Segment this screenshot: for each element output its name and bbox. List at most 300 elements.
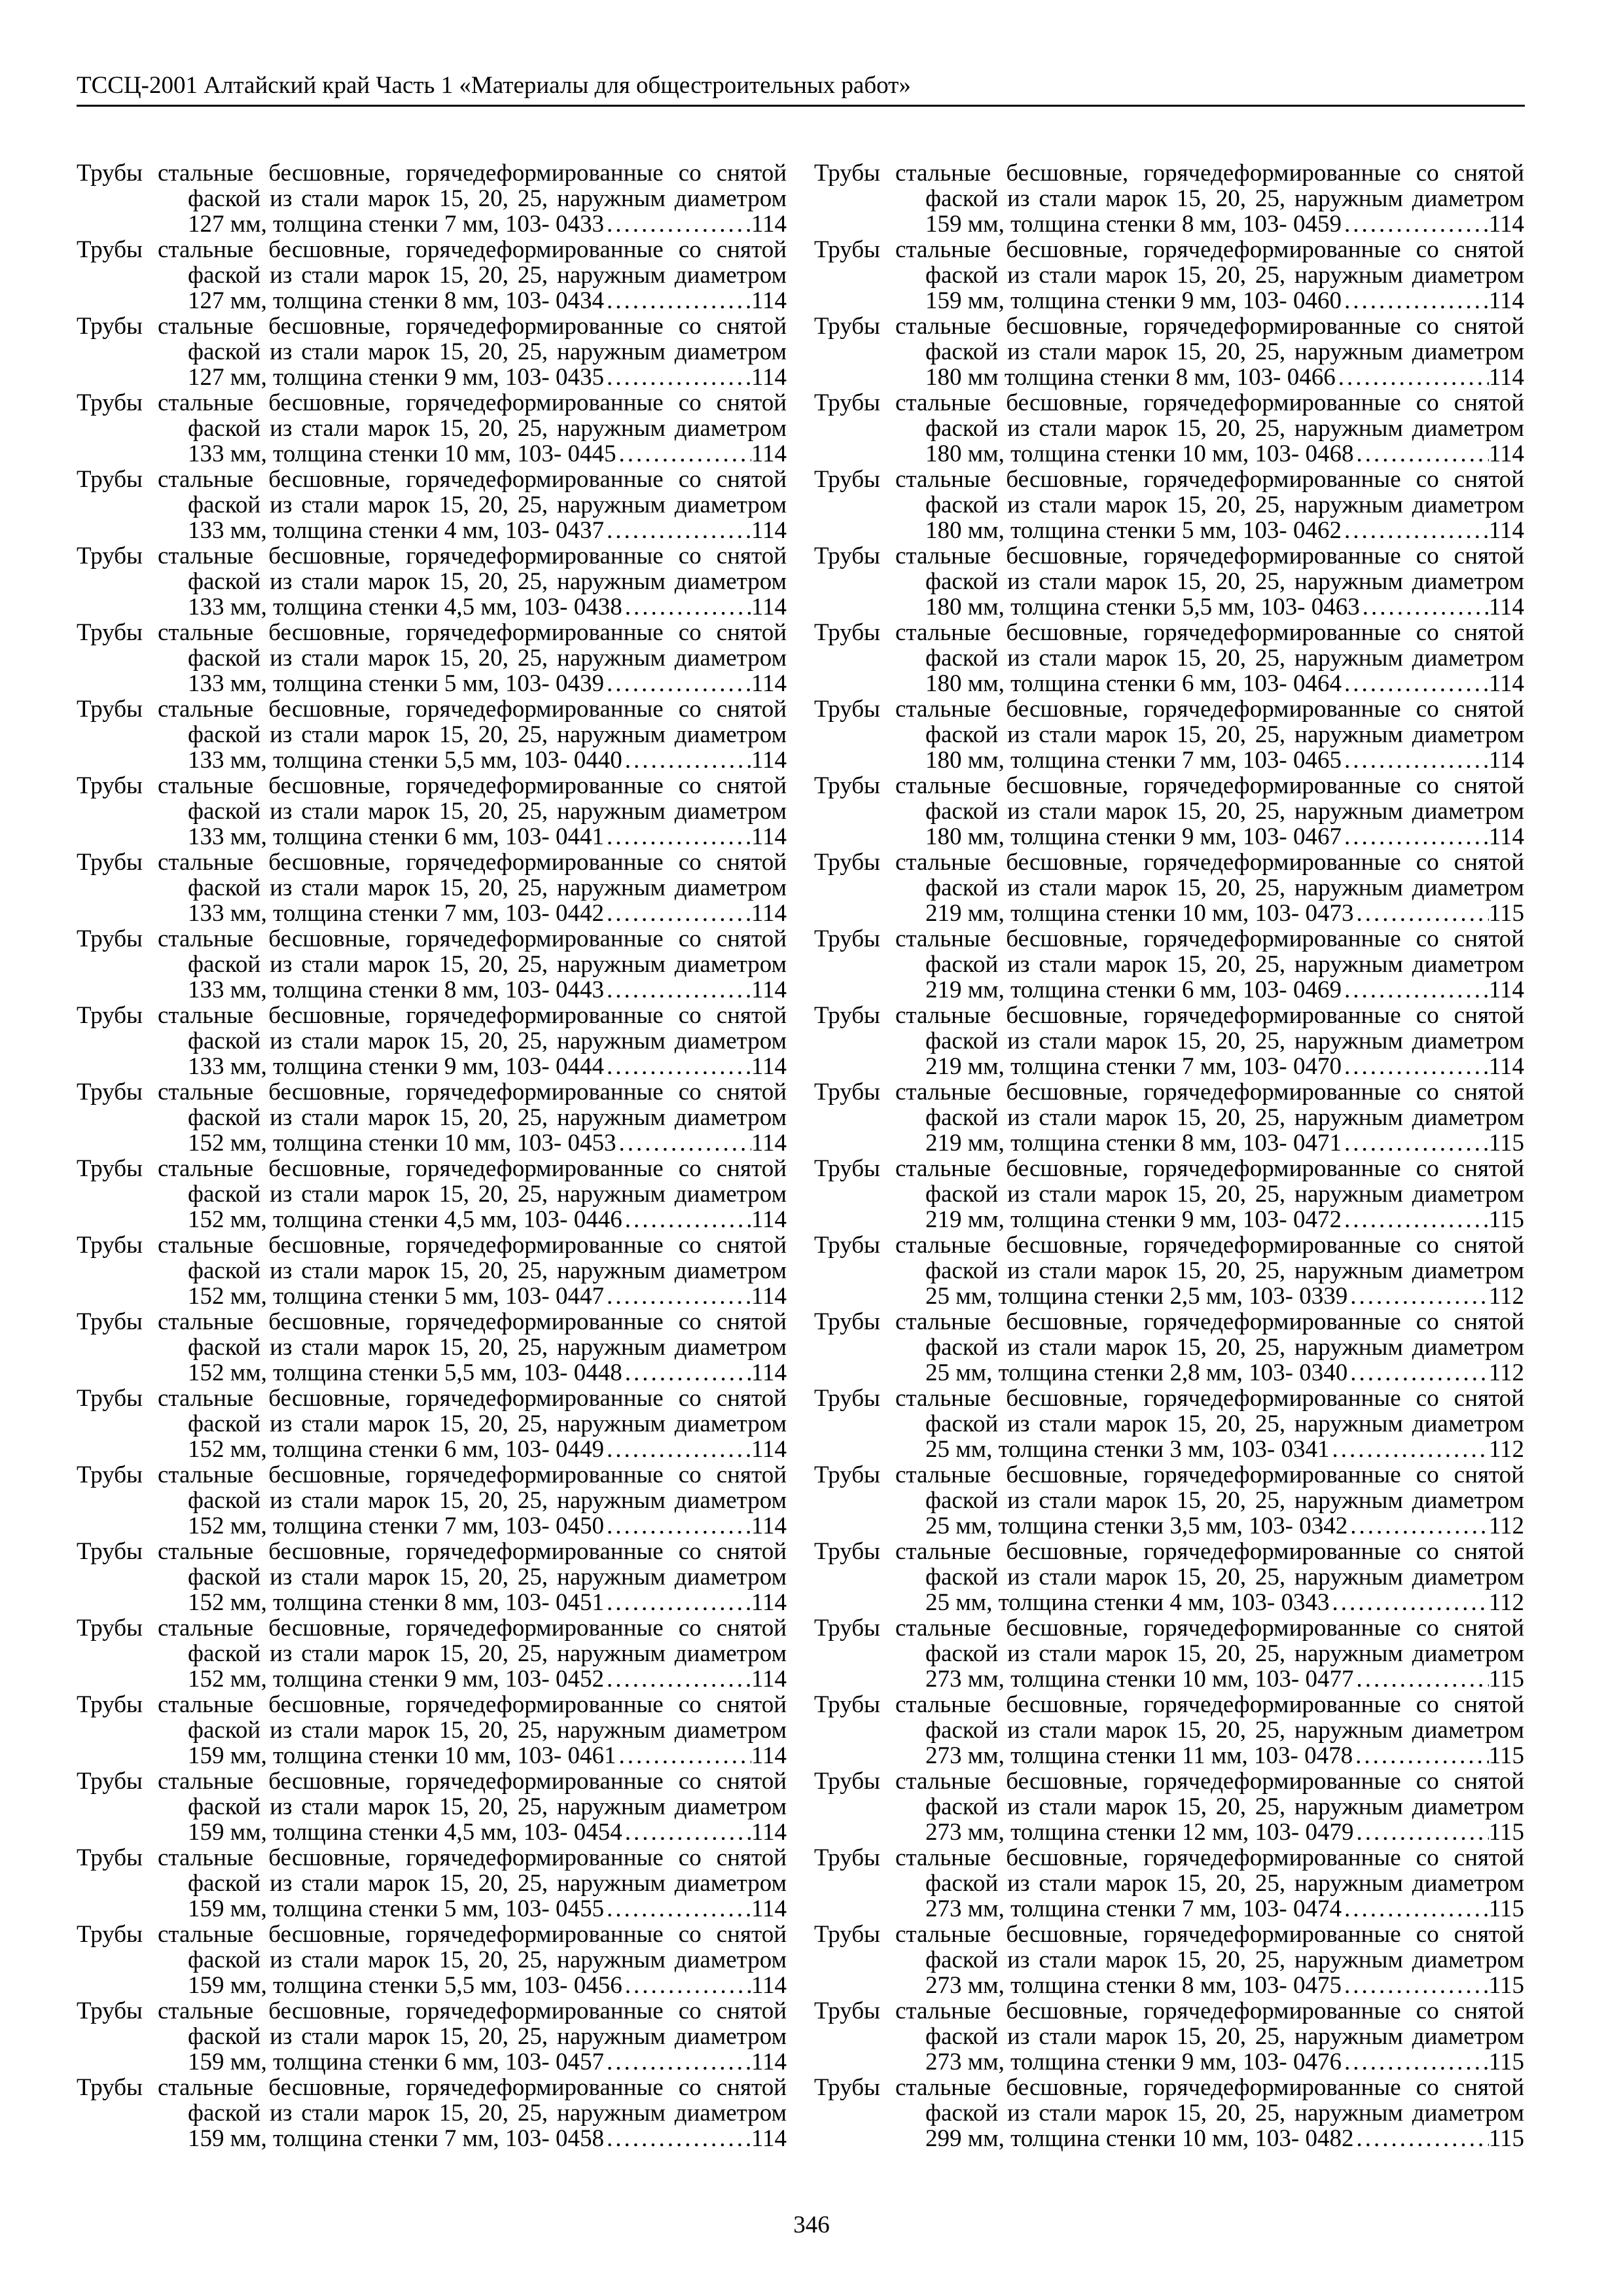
entry-detail: 133 мм, толщина стенки 6 мм, 103- 0441 (188, 823, 604, 850)
entry-line-1: Трубы стальные бесшовные, горячедеформированные со снятой (77, 1691, 787, 1718)
entry-line-3 (814, 747, 1524, 773)
entry-line-3 (814, 1437, 1524, 1462)
index-entry (77, 1845, 787, 1922)
dot-leader (1330, 1590, 1489, 1615)
entry-line-1: Трубы стальные бесшовные, горячедеформированные со снятой (814, 849, 1524, 876)
entry-page-ref: 114 (1488, 517, 1524, 544)
entry-detail: 159 мм, толщина стенки 5 мм, 103- 0455 (188, 1895, 604, 1922)
entry-line-2: фаской из стали марок 15, 20, 25, наружным диаметром (188, 1870, 787, 1897)
entry-page-ref: 115 (1488, 900, 1524, 927)
index-entry (77, 1156, 787, 1232)
entry-line-2: фаской из стали марок 15, 20, 25, наружным диаметром (925, 1946, 1524, 1973)
dot-leader (604, 518, 751, 543)
dot-leader (604, 1896, 751, 1922)
entry-line-2: фаской из стали марок 15, 20, 25, наружным диаметром (188, 874, 787, 901)
entry-line-2: фаской из стали марок 15, 20, 25, наружным диаметром (188, 262, 787, 289)
entry-line-2: фаской из стали марок 15, 20, 25, наружным диаметром (925, 2100, 1524, 2126)
entry-line-1: Трубы стальные бесшовные, горячедеформированные со снятой (77, 1998, 787, 2024)
entry-line-2: фаской из стали марок 15, 20, 25, наружным диаметром (188, 568, 787, 595)
entry-detail: 152 мм, толщина стенки 8 мм, 103- 0451 (188, 1589, 604, 1616)
entry-line-3 (814, 1973, 1524, 1998)
entry-detail: 133 мм, толщина стенки 5 мм, 103- 0439 (188, 670, 604, 697)
entry-line-2: фаской из стали марок 15, 20, 25, наружным диаметром (188, 1717, 787, 1744)
index-entry (77, 773, 787, 850)
entry-detail: 152 мм, толщина стенки 5 мм, 103- 0447 (188, 1283, 604, 1310)
entry-page-ref: 114 (1488, 594, 1524, 620)
entry-line-3 (77, 2049, 787, 2075)
entry-page-ref: 114 (751, 823, 787, 850)
dot-leader (604, 2126, 751, 2151)
dot-leader (1354, 901, 1489, 926)
dot-leader (1354, 1820, 1489, 1845)
index-entry (77, 1539, 787, 1615)
entry-page-ref: 115 (1488, 1206, 1524, 1233)
entry-line-2: фаской из стали марок 15, 20, 25, наружным диаметром (925, 645, 1524, 672)
entry-detail: 180 мм, толщина стенки 5,5 мм, 103- 0463 (925, 594, 1360, 620)
entry-line-3 (814, 1666, 1524, 1692)
entry-line-1: Трубы стальные бесшовные, горячедеформированные со снятой (814, 619, 1524, 646)
dot-leader (1342, 671, 1489, 696)
entry-line-1: Трубы стальные бесшовные, горячедеформированные со снятой (77, 619, 787, 646)
entry-line-2: фаской из стали марок 15, 20, 25, наружным диаметром (925, 1793, 1524, 1820)
entry-line-3 (77, 1666, 787, 1692)
entry-page-ref: 114 (751, 364, 787, 391)
entry-line-2: фаской из стали марок 15, 20, 25, наружным диаметром (925, 951, 1524, 978)
dot-leader (604, 1437, 751, 1462)
entry-line-3 (77, 1973, 787, 1998)
entry-line-1: Трубы стальные бесшовные, горячедеформированные со снятой (77, 313, 787, 340)
entry-line-2: фаской из стали марок 15, 20, 25, наружным диаметром (188, 1410, 787, 1437)
entry-page-ref: 114 (751, 1742, 787, 1769)
entry-page-ref: 115 (1488, 1972, 1524, 1999)
entry-line-2: фаской из стали марок 15, 20, 25, наружным диаметром (188, 645, 787, 672)
entry-line-2: фаской из стали марок 15, 20, 25, наружным диаметром (188, 1946, 787, 1973)
dot-leader (1342, 211, 1489, 237)
entry-line-1: Трубы стальные бесшовные, горячедеформированные со снятой (814, 1615, 1524, 1641)
index-entry (77, 926, 787, 1003)
entry-page-ref: 114 (1488, 364, 1524, 391)
entry-page-ref: 114 (751, 1895, 787, 1922)
entry-page-ref: 114 (1488, 823, 1524, 850)
entry-line-2: фаской из стали марок 15, 20, 25, наружным диаметром (925, 1487, 1524, 1514)
entry-line-1: Трубы стальные бесшовные, горячедеформированные со снятой (814, 1308, 1524, 1335)
entry-line-3 (814, 1054, 1524, 1079)
entry-line-2: фаской из стали марок 15, 20, 25, наружным диаметром (925, 2023, 1524, 2050)
entry-line-1: Трубы стальные бесшовные, горячедеформированные со снятой (77, 466, 787, 493)
index-entry (814, 1768, 1524, 1845)
index-entry (77, 314, 787, 390)
index-entry (814, 1615, 1524, 1692)
page-number: 346 (793, 2212, 830, 2238)
entry-detail: 159 мм, толщина стенки 5,5 мм, 103- 0456 (188, 1972, 622, 1999)
entry-page-ref: 114 (751, 440, 787, 467)
entry-line-3 (77, 1820, 787, 1845)
dot-leader (622, 1207, 751, 1232)
entry-detail: 25 мм, толщина стенки 3,5 мм, 103- 0342 (925, 1513, 1348, 1539)
entry-line-2: фаской из стали марок 15, 20, 25, наружным диаметром (188, 721, 787, 748)
dot-leader (1354, 441, 1489, 467)
entry-line-1: Трубы стальные бесшовные, горячедеформированные со снятой (814, 160, 1524, 187)
index-entry (77, 850, 787, 926)
entry-detail: 159 мм, толщина стенки 10 мм, 103- 0461 (188, 1742, 616, 1769)
index-entry (814, 1998, 1524, 2075)
entry-page-ref: 114 (751, 2049, 787, 2075)
index-entry (814, 1462, 1524, 1539)
entry-detail: 299 мм, толщина стенки 10 мм, 103- 0482 (925, 2125, 1354, 2152)
entry-line-3 (814, 1590, 1524, 1615)
entry-page-ref: 114 (751, 747, 787, 774)
entry-line-2: фаской из стали марок 15, 20, 25, наружным диаметром (188, 798, 787, 825)
entry-line-1: Трубы стальные бесшовные, горячедеформированные со снятой (77, 1308, 787, 1335)
entry-page-ref: 114 (1488, 211, 1524, 238)
entry-detail: 152 мм, толщина стенки 5,5 мм, 103- 0448 (188, 1359, 622, 1386)
page-header: ТССЦ-2001 Алтайский край Часть 1 «Материалы для общестроительных работ» (77, 71, 1525, 107)
entry-line-1: Трубы стальные бесшовные, горячедеформированные со снятой (814, 466, 1524, 493)
entry-page-ref: 115 (1488, 1895, 1524, 1922)
entry-line-1: Трубы стальные бесшовные, горячедеформированные со снятой (77, 1462, 787, 1488)
entry-detail: 273 мм, толщина стенки 10 мм, 103- 0477 (925, 1666, 1354, 1693)
dot-leader (1360, 594, 1489, 620)
entry-detail: 219 мм, толщина стенки 7 мм, 103- 0470 (925, 1053, 1342, 1080)
entry-detail: 152 мм, толщина стенки 10 мм, 103- 0453 (188, 1130, 616, 1157)
index-entry (77, 696, 787, 773)
entry-line-2: фаской из стали марок 15, 20, 25, наружным диаметром (925, 1640, 1524, 1667)
entry-line-2: фаской из стали марок 15, 20, 25, наружным диаметром (925, 1104, 1524, 1131)
dot-leader (616, 1743, 751, 1768)
entry-line-2: фаской из стали марок 15, 20, 25, наружным диаметром (925, 1717, 1524, 1744)
entry-line-3 (77, 2126, 787, 2151)
entry-detail: 133 мм, толщина стенки 8 мм, 103- 0443 (188, 977, 604, 1003)
entry-line-3 (814, 2049, 1524, 2075)
index-entry (77, 1768, 787, 1845)
entry-detail: 133 мм, толщина стенки 7 мм, 103- 0442 (188, 900, 604, 927)
dot-leader (1342, 288, 1489, 314)
entry-page-ref: 115 (1488, 1819, 1524, 1846)
entry-line-3 (77, 1360, 787, 1386)
entry-page-ref: 114 (751, 594, 787, 620)
entry-line-3 (814, 977, 1524, 1003)
entry-line-3 (77, 365, 787, 390)
dot-leader (622, 1820, 751, 1845)
entry-line-1: Трубы стальные бесшовные, горячедеформированные со снятой (814, 772, 1524, 799)
index-entry (814, 543, 1524, 620)
entry-line-1: Трубы стальные бесшовные, горячедеформированные со снятой (814, 1385, 1524, 1412)
entry-line-1: Трубы стальные бесшовные, горячедеформированные со снятой (77, 160, 787, 187)
dot-leader (622, 747, 751, 773)
index-column-left (77, 160, 787, 2151)
entry-page-ref: 114 (751, 287, 787, 314)
entry-line-3 (814, 824, 1524, 850)
entry-line-1: Трубы стальные бесшовные, горячедеформированные со снятой (77, 1155, 787, 1182)
entry-detail: 152 мм, толщина стенки 7 мм, 103- 0450 (188, 1513, 604, 1539)
entry-page-ref: 114 (751, 1819, 787, 1846)
dot-leader (1354, 2126, 1489, 2151)
entry-detail: 159 мм, толщина стенки 8 мм, 103- 0459 (925, 211, 1342, 238)
index-entry (814, 850, 1524, 926)
index-entry (77, 543, 787, 620)
entry-line-2: фаской из стали марок 15, 20, 25, наружным диаметром (925, 1410, 1524, 1437)
entry-page-ref: 114 (751, 670, 787, 697)
entry-line-2: фаской из стали марок 15, 20, 25, наружным диаметром (188, 1257, 787, 1284)
entry-line-2: фаской из стали марок 15, 20, 25, наружным диаметром (188, 415, 787, 442)
entry-page-ref: 115 (1488, 1130, 1524, 1157)
index-entry (814, 1386, 1524, 1462)
entry-page-ref: 114 (751, 900, 787, 927)
entry-line-2: фаской из стали марок 15, 20, 25, наружным диаметром (188, 1793, 787, 1820)
entry-line-3 (77, 824, 787, 850)
dot-leader (1354, 1666, 1489, 1692)
entry-line-3 (77, 1283, 787, 1309)
entry-line-3 (77, 1437, 787, 1462)
entry-line-2: фаской из стали марок 15, 20, 25, наружным диаметром (925, 798, 1524, 825)
entry-detail: 273 мм, толщина стенки 11 мм, 103- 0478 (925, 1742, 1353, 1769)
dot-leader (604, 1513, 751, 1539)
entry-line-3 (77, 1513, 787, 1539)
entry-page-ref: 114 (751, 1359, 787, 1386)
index-entry (814, 2075, 1524, 2151)
dot-leader (622, 1360, 751, 1386)
entry-detail: 25 мм, толщина стенки 2,8 мм, 103- 0340 (925, 1359, 1348, 1386)
entry-line-1: Трубы стальные бесшовные, горячедеформированные со снятой (814, 696, 1524, 723)
entry-line-1: Трубы стальные бесшовные, горячедеформированные со снятой (814, 313, 1524, 340)
index-entry (77, 1692, 787, 1768)
entry-line-3 (814, 288, 1524, 314)
entry-line-2: фаской из стали марок 15, 20, 25, наружным диаметром (925, 721, 1524, 748)
entry-page-ref: 114 (1488, 440, 1524, 467)
entry-detail: 180 мм, толщина стенки 7 мм, 103- 0465 (925, 747, 1342, 774)
dot-leader (1336, 365, 1489, 390)
entry-line-3 (77, 977, 787, 1003)
entry-line-3 (814, 1743, 1524, 1768)
dot-leader (604, 671, 751, 696)
dot-leader (622, 594, 751, 620)
dot-leader (1342, 977, 1489, 1003)
entry-page-ref: 112 (1488, 1359, 1524, 1386)
entry-line-2: фаской из стали марок 15, 20, 25, наружным диаметром (188, 1564, 787, 1590)
entry-line-1: Трубы стальные бесшовные, горячедеформированные со снятой (814, 2074, 1524, 2101)
entry-detail: 180 мм толщина стенки 8 мм, 103- 0466 (925, 364, 1336, 391)
entry-detail: 127 мм, толщина стенки 7 мм, 103- 0433 (188, 211, 604, 238)
entry-line-2: фаской из стали марок 15, 20, 25, наружным диаметром (925, 874, 1524, 901)
dot-leader (604, 977, 751, 1003)
dot-leader (1342, 1896, 1489, 1922)
entry-detail: 25 мм, толщина стенки 4 мм, 103- 0343 (925, 1589, 1330, 1616)
entry-detail: 133 мм, толщина стенки 5,5 мм, 103- 0440 (188, 747, 622, 774)
entry-detail: 127 мм, толщина стенки 9 мм, 103- 0435 (188, 364, 604, 391)
entry-line-3 (77, 901, 787, 926)
index-entry (814, 696, 1524, 773)
index-entry (77, 1309, 787, 1386)
entry-line-3 (77, 441, 787, 467)
index-entry (814, 1845, 1524, 1922)
index-entry (77, 1386, 787, 1462)
entry-detail: 159 мм, толщина стенки 7 мм, 103- 0458 (188, 2125, 604, 2152)
entry-detail: 133 мм, толщина стенки 4 мм, 103- 0437 (188, 517, 604, 544)
entry-line-1: Трубы стальные бесшовные, горячедеформированные со снятой (814, 1462, 1524, 1488)
entry-line-1: Трубы стальные бесшовные, горячедеформированные со снятой (77, 1538, 787, 1565)
entry-line-3 (814, 518, 1524, 543)
entry-line-2: фаской из стали марок 15, 20, 25, наружным диаметром (188, 1028, 787, 1054)
dot-leader (604, 1283, 751, 1309)
dot-leader (1347, 1360, 1489, 1386)
entry-line-2: фаской из стали марок 15, 20, 25, наружным диаметром (925, 415, 1524, 442)
entry-page-ref: 114 (751, 1666, 787, 1693)
entry-line-1: Трубы стальные бесшовные, горячедеформированные со снятой (814, 925, 1524, 952)
dot-leader (1330, 1437, 1489, 1462)
entry-line-1: Трубы стальные бесшовные, горячедеформированные со снятой (77, 1768, 787, 1795)
entry-line-1: Трубы стальные бесшовные, горячедеформированные со снятой (77, 925, 787, 952)
index-entry (814, 1079, 1524, 1156)
entry-line-2: фаской из стали марок 15, 20, 25, наружным диаметром (188, 1181, 787, 1208)
entry-line-1: Трубы стальные бесшовные, горячедеформированные со снятой (814, 1538, 1524, 1565)
dot-leader (604, 1054, 751, 1079)
entry-detail: 219 мм, толщина стенки 9 мм, 103- 0472 (925, 1206, 1342, 1233)
entry-line-3 (77, 518, 787, 543)
entry-line-1: Трубы стальные бесшовные, горячедеформированные со снятой (77, 236, 787, 263)
entry-line-1: Трубы стальные бесшовные, горячедеформированные со снятой (77, 1079, 787, 1105)
entry-line-1: Трубы стальные бесшовные, горячедеформированные со снятой (814, 1155, 1524, 1182)
index-entry (77, 1003, 787, 1079)
entry-detail: 133 мм, толщина стенки 10 мм, 103- 0445 (188, 440, 616, 467)
entry-line-3 (77, 1054, 787, 1079)
entry-page-ref: 115 (1488, 1666, 1524, 1693)
entry-line-1: Трубы стальные бесшовные, горячедеформированные со снятой (814, 1998, 1524, 2024)
entry-detail: 180 мм, толщина стенки 5 мм, 103- 0462 (925, 517, 1342, 544)
index-column-right (814, 160, 1524, 2151)
entry-line-2: фаской из стали марок 15, 20, 25, наружным диаметром (188, 338, 787, 365)
entry-line-3 (814, 901, 1524, 926)
entry-line-3 (814, 2126, 1524, 2151)
index-entry (77, 2075, 787, 2151)
entry-line-1: Трубы стальные бесшовные, горячедеформированные со снятой (814, 1768, 1524, 1795)
entry-page-ref: 114 (751, 517, 787, 544)
entry-line-2: фаской из стали марок 15, 20, 25, наружным диаметром (188, 492, 787, 518)
entry-detail: 219 мм, толщина стенки 6 мм, 103- 0469 (925, 977, 1342, 1003)
dot-leader (1342, 824, 1489, 850)
entry-line-3 (814, 1283, 1524, 1309)
index-entry (77, 1462, 787, 1539)
entry-line-2: фаской из стали марок 15, 20, 25, наружным диаметром (925, 185, 1524, 212)
entry-page-ref: 114 (751, 1589, 787, 1616)
dot-leader (1342, 1130, 1489, 1156)
entry-line-3 (814, 365, 1524, 390)
entry-line-3 (77, 1130, 787, 1156)
index-entry (77, 1922, 787, 1998)
entry-detail: 133 мм, толщина стенки 4,5 мм, 103- 0438 (188, 594, 622, 620)
entry-line-2: фаской из стали марок 15, 20, 25, наружным диаметром (188, 1334, 787, 1361)
entry-line-2: фаской из стали марок 15, 20, 25, наружным диаметром (925, 492, 1524, 518)
entry-page-ref: 114 (751, 1053, 787, 1080)
entry-page-ref: 114 (751, 1130, 787, 1157)
index-entry (814, 773, 1524, 850)
entry-line-2: фаской из стали марок 15, 20, 25, наружным диаметром (925, 1181, 1524, 1208)
entry-line-2: фаской из стали марок 15, 20, 25, наружным диаметром (925, 1870, 1524, 1897)
entry-line-3 (77, 671, 787, 696)
entry-detail: 152 мм, толщина стенки 6 мм, 103- 0449 (188, 1436, 604, 1463)
entry-line-3 (814, 671, 1524, 696)
entry-line-1: Трубы стальные бесшовные, горячедеформированные со снятой (814, 389, 1524, 416)
entry-line-1: Трубы стальные бесшовные, горячедеформированные со снятой (77, 2074, 787, 2101)
entry-line-2: фаской из стали марок 15, 20, 25, наружным диаметром (188, 1487, 787, 1514)
index-entry (814, 390, 1524, 467)
entry-line-1: Трубы стальные бесшовные, горячедеформированные со снятой (814, 1002, 1524, 1029)
dot-leader (604, 1666, 751, 1692)
entry-line-1: Трубы стальные бесшовные, горячедеформированные со снятой (77, 849, 787, 876)
entry-line-1: Трубы стальные бесшовные, горячедеформированные со снятой (77, 1002, 787, 1029)
entry-line-2: фаской из стали марок 15, 20, 25, наружным диаметром (188, 1104, 787, 1131)
index-entry (77, 467, 787, 543)
index-entry (814, 1309, 1524, 1386)
entry-detail: 152 мм, толщина стенки 9 мм, 103- 0452 (188, 1666, 604, 1693)
index-entry (814, 160, 1524, 237)
entry-detail: 152 мм, толщина стенки 4,5 мм, 103- 0446 (188, 1206, 622, 1233)
entry-detail: 159 мм, толщина стенки 6 мм, 103- 0457 (188, 2049, 604, 2075)
entry-line-1: Трубы стальные бесшовные, горячедеформированные со снятой (814, 1232, 1524, 1259)
index-entry (77, 160, 787, 237)
index-entry (77, 1998, 787, 2075)
dot-leader (1347, 1283, 1489, 1309)
entry-line-3 (77, 747, 787, 773)
entry-line-3 (77, 211, 787, 237)
entry-line-1: Трубы стальные бесшовные, горячедеформированные со снятой (814, 543, 1524, 569)
dot-leader (1342, 2049, 1489, 2075)
entry-detail: 159 мм, толщина стенки 9 мм, 103- 0460 (925, 287, 1342, 314)
entry-detail: 273 мм, толщина стенки 8 мм, 103- 0475 (925, 1972, 1342, 1999)
index-entry (77, 390, 787, 467)
index-entry (814, 1539, 1524, 1615)
entry-page-ref: 114 (1488, 977, 1524, 1003)
entry-detail: 180 мм, толщина стенки 10 мм, 103- 0468 (925, 440, 1354, 467)
entry-detail: 273 мм, толщина стенки 7 мм, 103- 0474 (925, 1895, 1342, 1922)
entry-line-3 (77, 1590, 787, 1615)
index-entry (77, 1232, 787, 1309)
entry-line-1: Трубы стальные бесшовные, горячедеформированные со снятой (77, 1232, 787, 1259)
dot-leader (604, 824, 751, 850)
entry-line-2: фаской из стали марок 15, 20, 25, наружным диаметром (925, 1028, 1524, 1054)
entry-line-1: Трубы стальные бесшовные, горячедеформированные со снятой (77, 772, 787, 799)
entry-line-2: фаской из стали марок 15, 20, 25, наружным диаметром (925, 1334, 1524, 1361)
entry-page-ref: 114 (751, 1513, 787, 1539)
dot-leader (1353, 1743, 1489, 1768)
entry-detail: 25 мм, толщина стенки 3 мм, 103- 0341 (925, 1436, 1330, 1463)
dot-leader (1342, 518, 1489, 543)
entry-detail: 180 мм, толщина стенки 6 мм, 103- 0464 (925, 670, 1342, 697)
entry-line-1: Трубы стальные бесшовные, горячедеформированные со снятой (814, 1921, 1524, 1948)
entry-page-ref: 114 (751, 2125, 787, 2152)
index-entry (77, 1615, 787, 1692)
entry-detail: 180 мм, толщина стенки 9 мм, 103- 0467 (925, 823, 1342, 850)
entry-page-ref: 114 (751, 1972, 787, 1999)
entry-line-3 (77, 288, 787, 314)
entry-page-ref: 114 (751, 977, 787, 1003)
entry-page-ref: 115 (1488, 2125, 1524, 2152)
index-entry (77, 620, 787, 696)
entry-line-1: Трубы стальные бесшовные, горячедеформированные со снятой (814, 236, 1524, 263)
entry-detail: 273 мм, толщина стенки 12 мм, 103- 0479 (925, 1819, 1354, 1846)
dot-leader (616, 1130, 751, 1156)
entry-detail: 219 мм, толщина стенки 10 мм, 103- 0473 (925, 900, 1354, 927)
entry-page-ref: 112 (1488, 1436, 1524, 1463)
entry-line-3 (77, 594, 787, 620)
entry-page-ref: 112 (1488, 1513, 1524, 1539)
index-entry (814, 1156, 1524, 1232)
entry-line-3 (814, 1360, 1524, 1386)
entry-line-2: фаской из стали марок 15, 20, 25, наружным диаметром (925, 1257, 1524, 1284)
entry-line-2: фаской из стали марок 15, 20, 25, наружным диаметром (188, 185, 787, 212)
entry-line-1: Трубы стальные бесшовные, горячедеформированные со снятой (77, 389, 787, 416)
entry-line-3 (814, 1513, 1524, 1539)
entry-line-2: фаской из стали марок 15, 20, 25, наружным диаметром (188, 2023, 787, 2050)
